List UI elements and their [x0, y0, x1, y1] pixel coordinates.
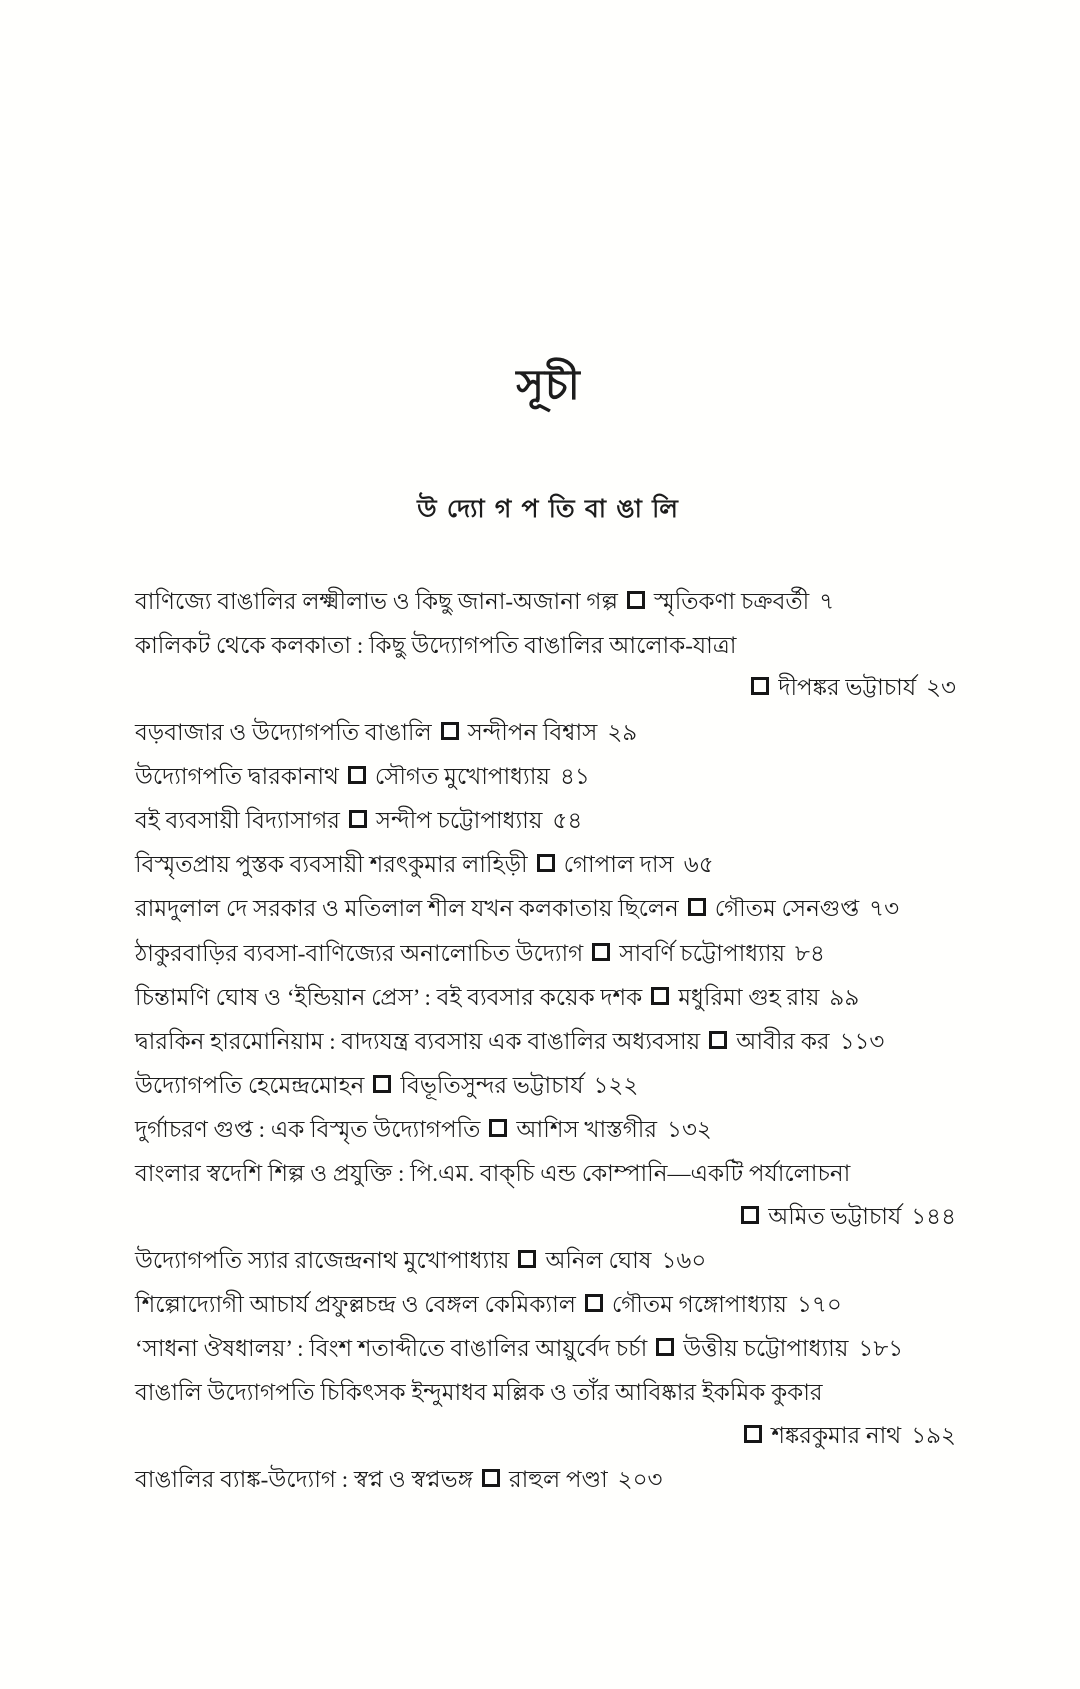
square-bullet-icon	[585, 1294, 603, 1312]
square-bullet-icon	[744, 1425, 762, 1443]
toc-list	[135, 586, 962, 1496]
entry-page-number: ২৩	[926, 675, 956, 701]
entry-page-number: ১৩২	[667, 1117, 712, 1143]
entry-byline	[618, 589, 834, 614]
entry-author: আশিস খাস্তগীর	[516, 1117, 658, 1143]
entry-byline	[432, 720, 638, 745]
entry-author: মধুরিমা গুহ রায়	[678, 984, 820, 1010]
square-bullet-icon	[349, 810, 367, 828]
toc-entry	[135, 849, 962, 881]
square-bullet-icon	[489, 1119, 507, 1137]
entry-page-number: ১২২	[593, 1073, 639, 1099]
entry-byline	[364, 1073, 638, 1098]
entry-page-number: ২৯	[607, 719, 638, 745]
entry-page-number: ৮৪	[795, 940, 825, 966]
entry-byline	[647, 1336, 903, 1361]
toc-entry	[135, 586, 962, 618]
square-bullet-icon	[518, 1250, 536, 1268]
entry-title: দ্বারকিন হারমোনিয়াম : বাদ্যযন্ত্র ব্যবসায় এক বাঙালির অধ্যবসায়	[135, 1028, 701, 1054]
entry-byline	[528, 852, 714, 877]
entry-byline	[576, 1292, 842, 1317]
square-bullet-icon	[751, 677, 769, 695]
entry-page-number: ৬৫	[683, 852, 714, 878]
entry-title: বাঙালি উদ্যোগপতি চিকিৎসক ইন্দুমাধব মল্লিক ও তাঁর আবিষ্কার ইকমিক কুকার	[135, 1380, 823, 1406]
toc-entry	[135, 1289, 962, 1321]
entry-page-number: ৭	[819, 589, 835, 614]
toc-entry	[135, 1114, 962, 1146]
entry-title: বাণিজ্যে বাঙালির লক্ষ্মীলাভ ও কিছু জানা-অজানা গল্প	[135, 589, 618, 614]
entry-byline	[135, 672, 956, 704]
square-bullet-icon	[592, 943, 610, 961]
square-bullet-icon	[441, 722, 459, 740]
square-bullet-icon	[688, 898, 706, 916]
entry-title: শিল্পোদ্যোগী আচার্য প্রফুল্লচন্দ্র ও বেঙ্গল কেমিক্যাল	[135, 1292, 576, 1317]
entry-byline	[339, 764, 590, 789]
entry-page-number: ২০৩	[617, 1466, 663, 1492]
square-bullet-icon	[656, 1338, 674, 1356]
entry-page-number: ১৯২	[911, 1422, 956, 1448]
entry-page-number: ১৮১	[858, 1336, 904, 1362]
page-title: সূচী	[516, 363, 581, 409]
toc-entry	[135, 1070, 962, 1102]
entry-author: অমিত ভট্টাচার্য	[768, 1203, 902, 1229]
entry-page-number: ৪১	[559, 763, 590, 789]
toc-entry	[135, 1158, 962, 1232]
toc-entry	[135, 630, 962, 704]
square-bullet-icon	[373, 1075, 391, 1093]
entry-page-number: ১৪৪	[911, 1203, 956, 1229]
entry-title: বিস্মৃতপ্রায় পুস্তক ব্যবসায়ী শরৎকুমার লাহিড়ী	[135, 852, 528, 878]
toc-entry	[135, 761, 962, 793]
square-bullet-icon	[348, 766, 366, 784]
entry-author: গোপাল দাস	[563, 852, 674, 878]
entry-author: স্মৃতিকণা চক্রবর্তী	[653, 589, 810, 614]
entry-title: ঠাকুরবাড়ির ব্যবসা-বাণিজ্যের অনালোচিত উদ্যোগ	[135, 940, 584, 966]
entry-author: দীপঙ্কর ভট্টাচার্য	[778, 675, 917, 701]
square-bullet-icon	[482, 1469, 500, 1487]
entry-page-number: ৫৪	[552, 807, 583, 833]
section-header: উ দ্যো গ প তি বা ঙা লি	[417, 496, 680, 523]
entry-title: উদ্যোগপতি দ্বারকানাথ	[135, 763, 339, 789]
entry-title: উদ্যোগপতি স্যার রাজেন্দ্রনাথ মুখোপাধ্যায়	[135, 1247, 510, 1273]
entry-byline	[509, 1248, 706, 1273]
entry-author: শঙ্করকুমার নাথ	[771, 1422, 902, 1448]
entry-author: সন্দীপন বিশ্বাস	[467, 719, 598, 745]
square-bullet-icon	[709, 1031, 727, 1049]
entry-byline	[583, 941, 825, 966]
entry-title: বই ব্যবসায়ী বিদ্যাসাগর	[135, 807, 340, 833]
toc-entry	[135, 1464, 962, 1496]
entry-author: বিভূতিসুন্দর ভট্টাচার্য	[400, 1073, 584, 1099]
toc-entry	[135, 1245, 962, 1277]
toc-entry	[135, 717, 962, 749]
toc-entry	[135, 893, 962, 925]
entry-byline	[473, 1467, 663, 1492]
entry-page-number: ৭৩	[869, 896, 900, 922]
square-bullet-icon	[627, 591, 645, 609]
square-bullet-icon	[537, 854, 555, 872]
entry-author: গৌতম গঙ্গোপাধ্যায়	[611, 1292, 787, 1317]
square-bullet-icon	[651, 987, 669, 1005]
toc-entry	[135, 805, 962, 837]
toc-entry	[135, 938, 962, 970]
entry-title: কালিকট থেকে কলকাতা : কিছু উদ্যোগপতি বাঙালির আলোক-যাত্রা	[135, 633, 737, 659]
entry-author: সন্দীপ চট্টোপাধ্যায়	[375, 807, 543, 833]
entry-byline	[679, 896, 899, 921]
toc-entry	[135, 1377, 962, 1451]
entry-title: বড়বাজার ও উদ্যোগপতি বাঙালি	[135, 719, 432, 745]
entry-title: বাঙালির ব্যাঙ্ক-উদ্যোগ : স্বপ্ন ও স্বপ্নভঙ্গ	[135, 1466, 473, 1492]
entry-byline	[480, 1117, 711, 1142]
entry-author: উত্তীয় চট্টোপাধ্যায়	[683, 1336, 849, 1362]
entry-byline	[135, 1201, 956, 1233]
entry-title: উদ্যোগপতি হেমেন্দ্রমোহন	[135, 1073, 365, 1099]
toc-entry	[135, 982, 962, 1014]
entry-author: সৌগত মুখোপাধ্যায়	[374, 763, 550, 789]
entry-byline	[700, 1029, 884, 1054]
entry-title: দুর্গাচরণ গুপ্ত : এক বিস্মৃত উদ্যোগপতি	[135, 1117, 481, 1143]
entry-page-number: ১১৩	[839, 1028, 885, 1054]
entry-title: ‘সাধনা ঔষধালয়’ : বিংশ শতাব্দীতে বাঙালির আয়ুর্বেদ চর্চা	[135, 1336, 648, 1362]
entry-page-number: ১৭০	[796, 1292, 842, 1317]
entry-author: অনিল ঘোষ	[545, 1247, 652, 1273]
toc-entry	[135, 1026, 962, 1058]
entry-author: রাহুল পণ্ডা	[508, 1466, 608, 1492]
entry-page-number: ৯৯	[829, 984, 860, 1010]
entry-title: রামদুলাল দে সরকার ও মতিলাল শীল যখন কলকাতায় ছিলেন	[135, 896, 679, 922]
square-bullet-icon	[741, 1206, 759, 1224]
entry-byline	[340, 808, 582, 833]
entry-page-number: ১৬০	[661, 1247, 707, 1273]
entry-byline	[642, 985, 859, 1010]
entry-author: সাবর্ণি চট্টোপাধ্যায়	[619, 940, 786, 966]
entry-byline	[135, 1420, 956, 1452]
entry-title: বাংলার স্বদেশি শিল্প ও প্রযুক্তি : পি.এম. বাক্‌চি এন্ড কোম্পানি—একটি পর্যালোচনা	[135, 1161, 851, 1187]
entry-author: গৌতম সেনগুপ্ত	[714, 896, 860, 922]
toc-entry	[135, 1333, 962, 1365]
entry-title: চিন্তামণি ঘোষ ও ‘ইন্ডিয়ান প্রেস’ : বই ব্যবসার কয়েক দশক	[135, 984, 643, 1010]
entry-author: আবীর কর	[736, 1028, 830, 1054]
